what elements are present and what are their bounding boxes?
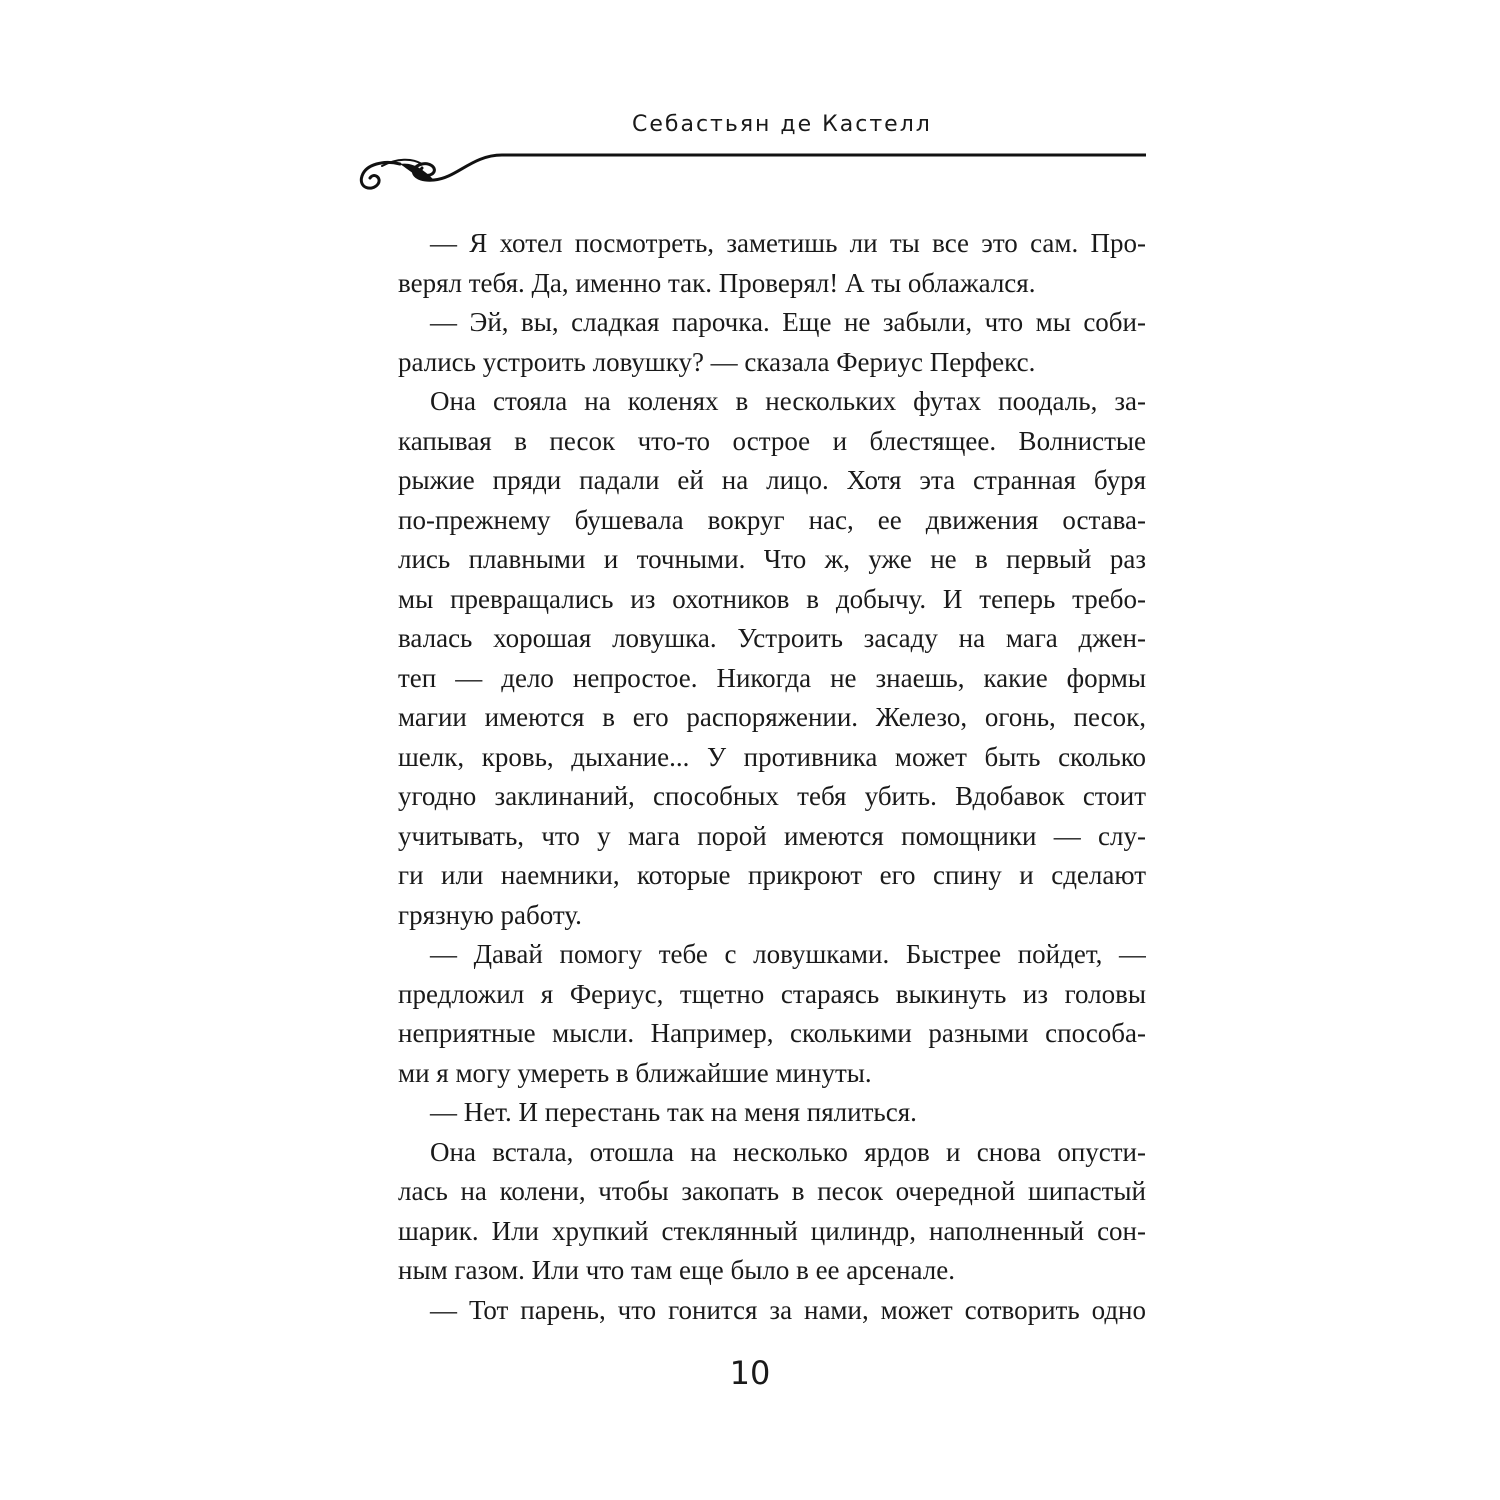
page-number: 10 — [729, 1354, 771, 1392]
text-line: по-прежнему бушевала вокруг нас, ее движения остава- — [398, 504, 1146, 535]
text-line: — Давай помогу тебе с ловушками. Быстрее пойдет, — — [430, 939, 1146, 969]
text-line: теп — дело непростое. Никогда не знаешь, какие формы — [398, 662, 1146, 693]
text-line: — Тот парень, что гонится за нами, может сотворить одно — [430, 1294, 1146, 1325]
text-line: лись плавными и точными. Что ж, уже не в первый раз — [398, 544, 1146, 574]
running-header-author: Себастьян де Кастелл — [632, 112, 932, 137]
body-text — [398, 224, 1146, 1330]
text-line: неприятные мысли. Например, сколькими разными способа- — [398, 1018, 1146, 1048]
text-line: шелк, кровь, дыхание... У противника может быть сколько — [398, 741, 1146, 772]
text-line: капывая в песок что-то острое и блестящее. Волнистые — [398, 425, 1146, 456]
text-line: Она стояла на коленях в нескольких футах поодаль, за- — [430, 386, 1146, 416]
text-line: лась на колени, чтобы закопать в песок очередной шипастый — [398, 1176, 1146, 1206]
text-line: рались устроить ловушку? — сказала Фериус Перфекс. — [398, 346, 1036, 377]
text-line: грязную работу. — [398, 899, 582, 930]
text-line: шарик. Или хрупкий стеклянный цилиндр, наполненный сон- — [398, 1215, 1146, 1246]
text-line: — Я хотел посмотреть, заметишь ли ты все это сам. Про- — [430, 228, 1146, 258]
text-line: — Эй, вы, сладкая парочка. Еще не забыли, что мы соби- — [430, 307, 1146, 337]
text-line: рыжие пряди падали ей на лицо. Хотя эта странная буря — [398, 465, 1146, 495]
text-line: ми я могу умереть в ближайшие минуты. — [398, 1057, 872, 1088]
text-line: верял тебя. Да, именно так. Проверял! А ты облажался. — [398, 267, 1036, 298]
text-line: мы превращались из охотников в добычу. И теперь требо- — [398, 583, 1146, 614]
text-line: ным газом. Или что там еще было в ее арсенале. — [398, 1255, 955, 1285]
text-line: валась хорошая ловушка. Устроить засаду на мага джен- — [398, 623, 1146, 653]
flourish-rule-icon — [352, 138, 1148, 198]
text-line: — Нет. И перестань так на меня пялиться. — [430, 1097, 917, 1127]
text-line: ги или наемники, которые прикроют его спину и сделают — [398, 860, 1146, 890]
text-line: Она встала, отошла на несколько ярдов и снова опусти- — [430, 1136, 1146, 1167]
text-line: магии имеются в его распоряжении. Железо, огонь, песок, — [398, 702, 1146, 732]
text-line: учитывать, что у мага порой имеются помощники — слу- — [398, 820, 1146, 851]
text-line: предложил я Фериус, тщетно стараясь выкинуть из головы — [398, 978, 1146, 1009]
text-line: угодно заклинаний, способных тебя убить. Вдобавок стоит — [398, 781, 1146, 811]
ornament-curl-left — [361, 163, 400, 189]
